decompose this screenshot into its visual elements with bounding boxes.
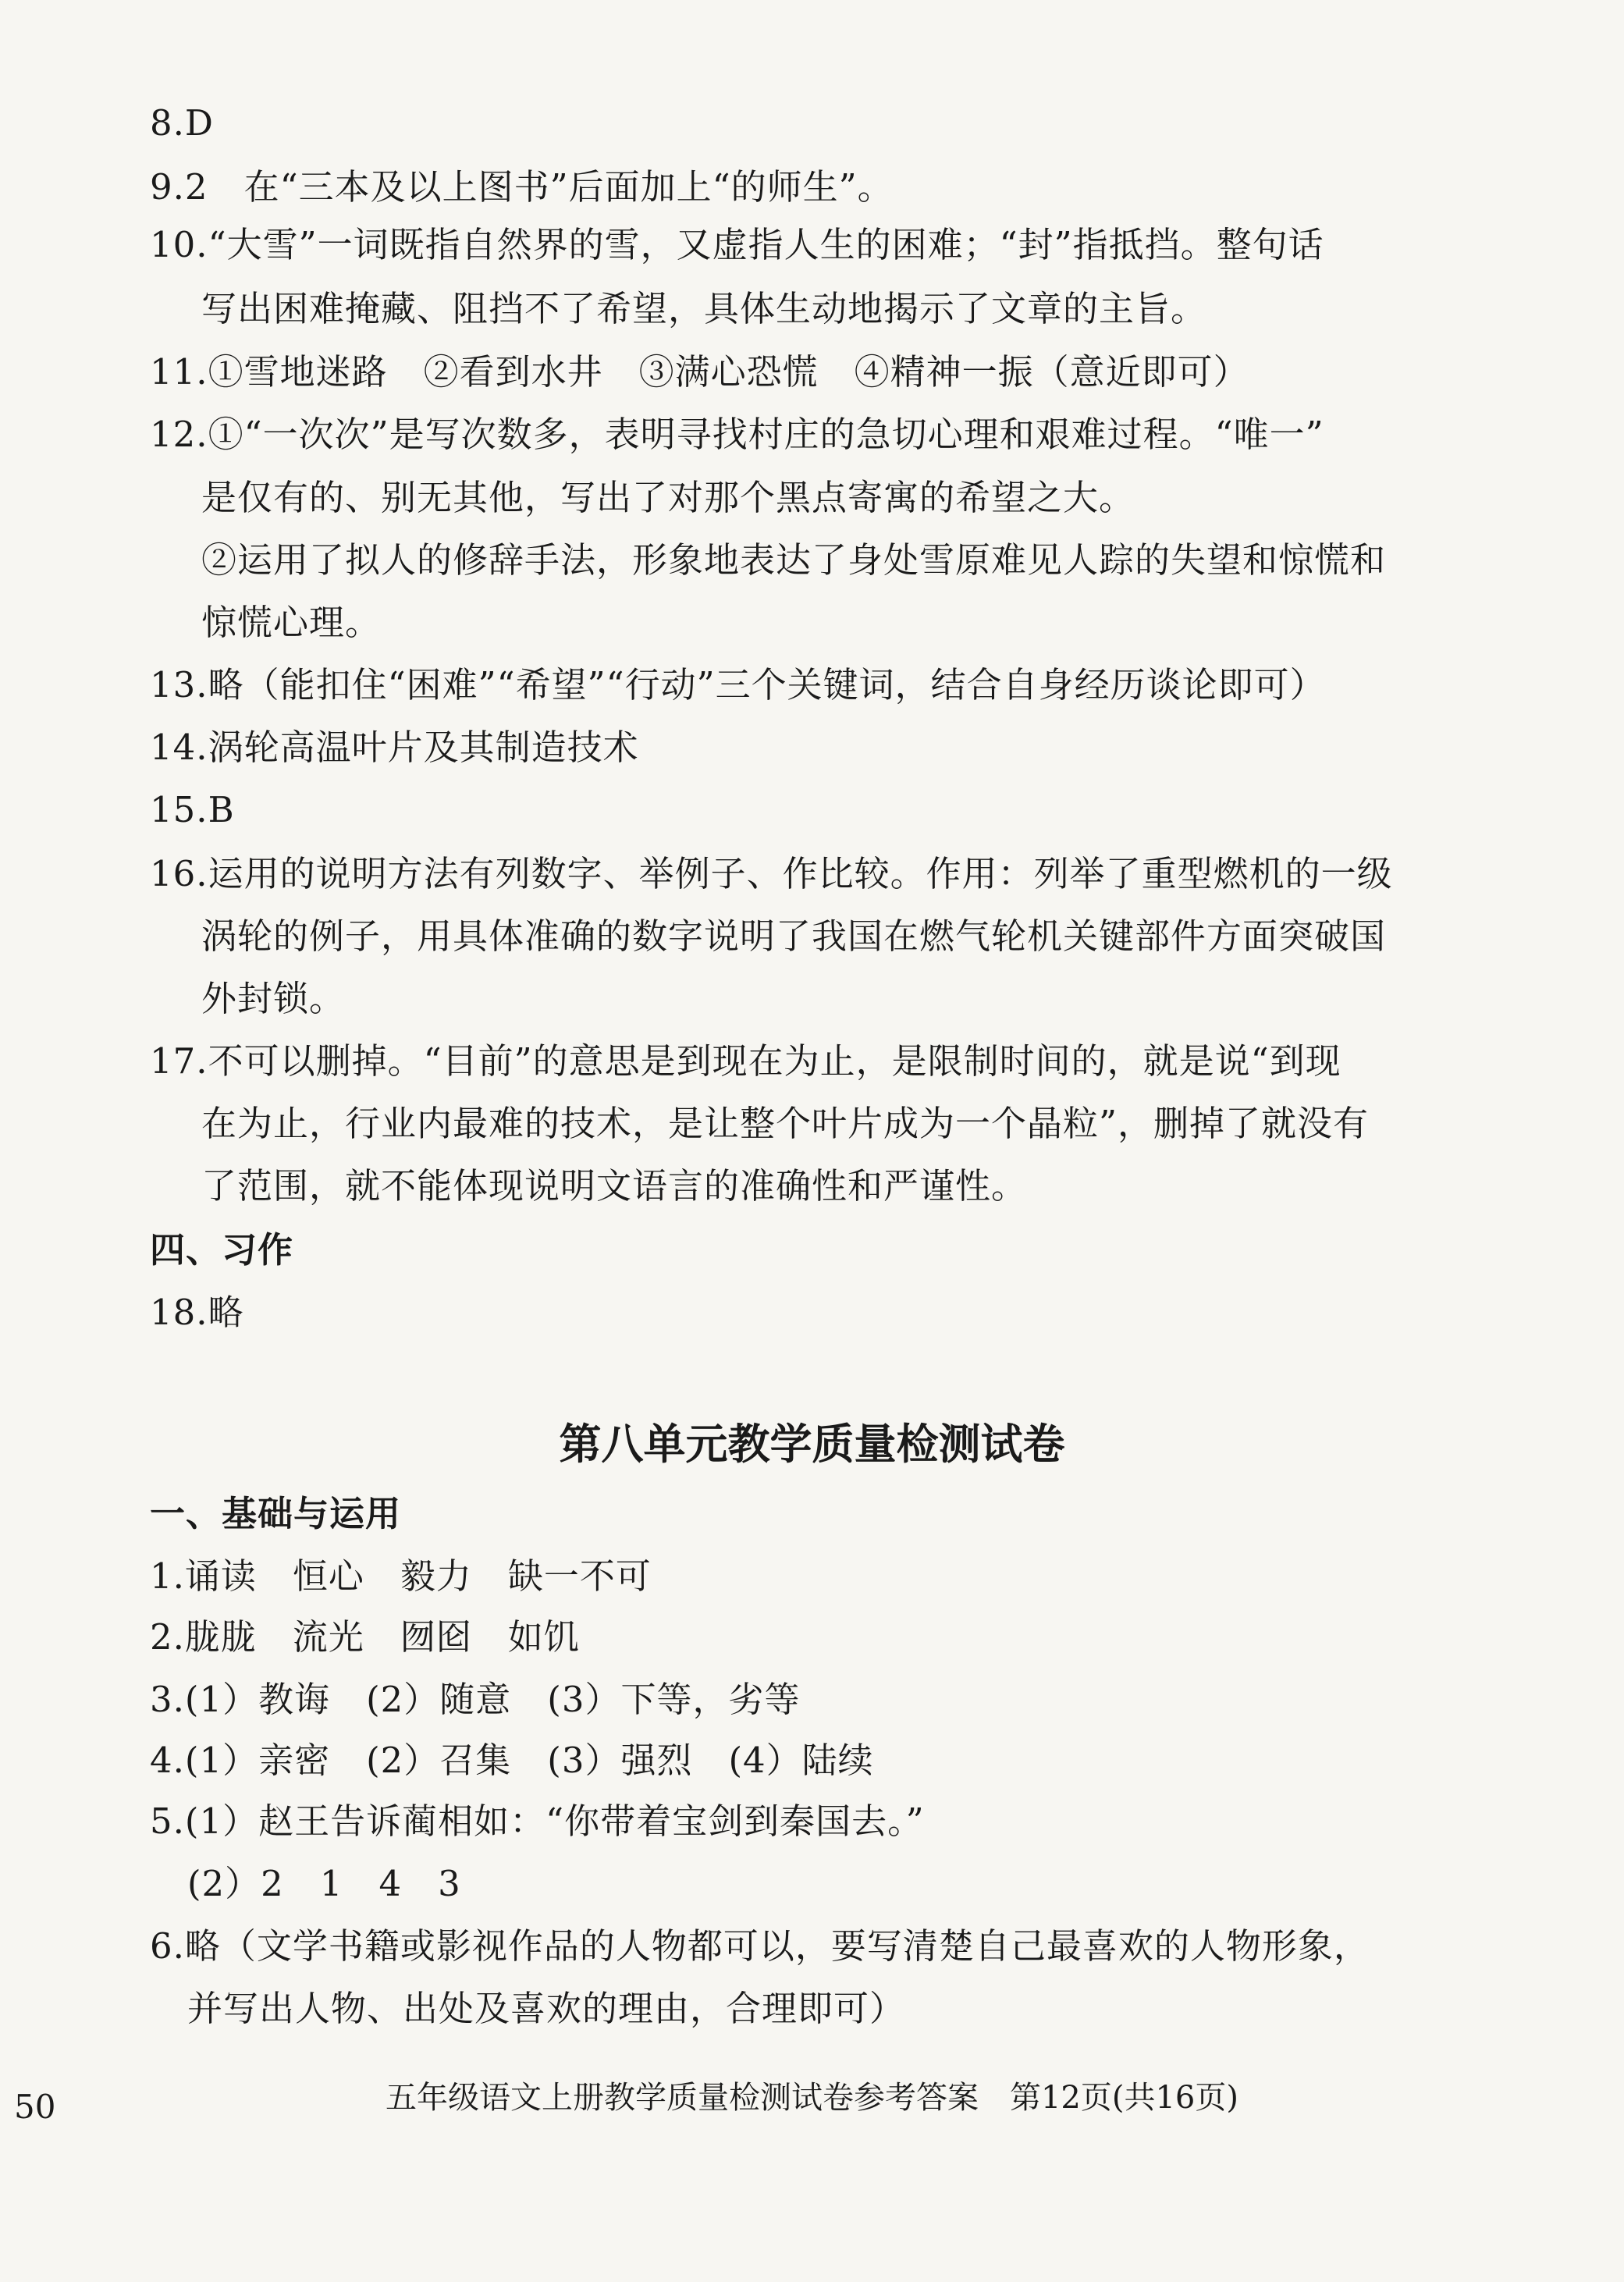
unit8-answer-1: 1.诵读 恒心 毅力 缺一不可 — [150, 1555, 652, 1597]
answer-16-cont2: 外封锁。 — [201, 978, 346, 1019]
answer-18: 18.略 — [150, 1292, 244, 1333]
unit8-answer-5: 5.(1）赵王告诉蔺相如：“你带着宝剑到秦国去。” — [150, 1800, 925, 1842]
answer-12: 12.①“一次次”是写次数多，表明寻找村庄的急切心理和艰难过程。“唯一” — [150, 414, 1324, 455]
unit8-answer-4: 4.(1）亲密 (2）召集 (3）强烈 (4）陆续 — [150, 1740, 874, 1781]
answer-16-cont: 涡轮的例子，用具体准确的数字说明了我国在燃气轮机关键部件方面突破国 — [201, 915, 1387, 957]
section-heading-basics: 一、基础与运用 — [150, 1493, 402, 1534]
answer-12-cont: 是仅有的、别无其他，写出了对那个黑点寄寓的希望之大。 — [201, 477, 1135, 518]
unit8-answer-2: 2.胧胧 流光 囫囵 如饥 — [150, 1616, 580, 1658]
section-heading-writing: 四、习作 — [150, 1229, 294, 1271]
answer-11: 11.①雪地迷路 ②看到水井 ③满心恐慌 ④精神一振（意近即可） — [150, 351, 1249, 393]
page-footer: 五年级语文上册教学质量检测试卷参考答案 第12页(共16页) — [385, 2080, 1238, 2116]
unit8-answer-3: 3.(1）教诲 (2）随意 (3）下等，劣等 — [150, 1679, 801, 1720]
answer-14: 14.涡轮高温叶片及其制造技术 — [150, 727, 639, 768]
page-number: 50 — [14, 2088, 56, 2126]
unit-test-title: 第八单元教学质量检测试卷 — [559, 1419, 1065, 1469]
answer-16: 16.运用的说明方法有列数字、举例子、作比较。作用：列举了重型燃机的一级 — [150, 853, 1393, 894]
answer-17-cont2: 了范围，就不能体现说明文语言的准确性和严谨性。 — [201, 1165, 1028, 1207]
answer-9: 9.2 在“三本及以上图书”后面加上“的师生”。 — [150, 166, 894, 208]
unit8-answer-5-part2: (2）2 1 4 3 — [187, 1863, 461, 1904]
answer-12-part2-cont: 惊慌心理。 — [201, 602, 382, 643]
answer-10: 10.“大雪”一词既指自然界的雪，又虚指人生的困难；“封”指抵挡。整句话 — [150, 224, 1324, 265]
answer-12-part2: ②运用了拟人的修辞手法，形象地表达了身处雪原难见人踪的失望和惊慌和 — [201, 539, 1387, 581]
unit8-answer-6: 6.略（文学书籍或影视作品的人物都可以，要写清楚自己最喜欢的人物形象， — [150, 1925, 1370, 1967]
answer-15: 15.B — [150, 789, 235, 830]
answer-17: 17.不可以删掉。“目前”的意思是到现在为止，是限制时间的，就是说“到现 — [150, 1040, 1341, 1082]
answer-17-cont: 在为止，行业内最难的技术，是让整个叶片成为一个晶粒”，删掉了就没有 — [201, 1103, 1370, 1144]
answer-13: 13.略（能扣住“困难”“希望”“行动”三个关键词，结合自身经历谈论即可） — [150, 664, 1326, 706]
answer-10-cont: 写出困难掩藏、阻挡不了希望，具体生动地揭示了文章的主旨。 — [201, 288, 1207, 329]
answer-8: 8.D — [150, 102, 215, 144]
unit8-answer-6-cont: 并写出人物、出处及喜欢的理由，合理即可） — [187, 1988, 906, 2029]
